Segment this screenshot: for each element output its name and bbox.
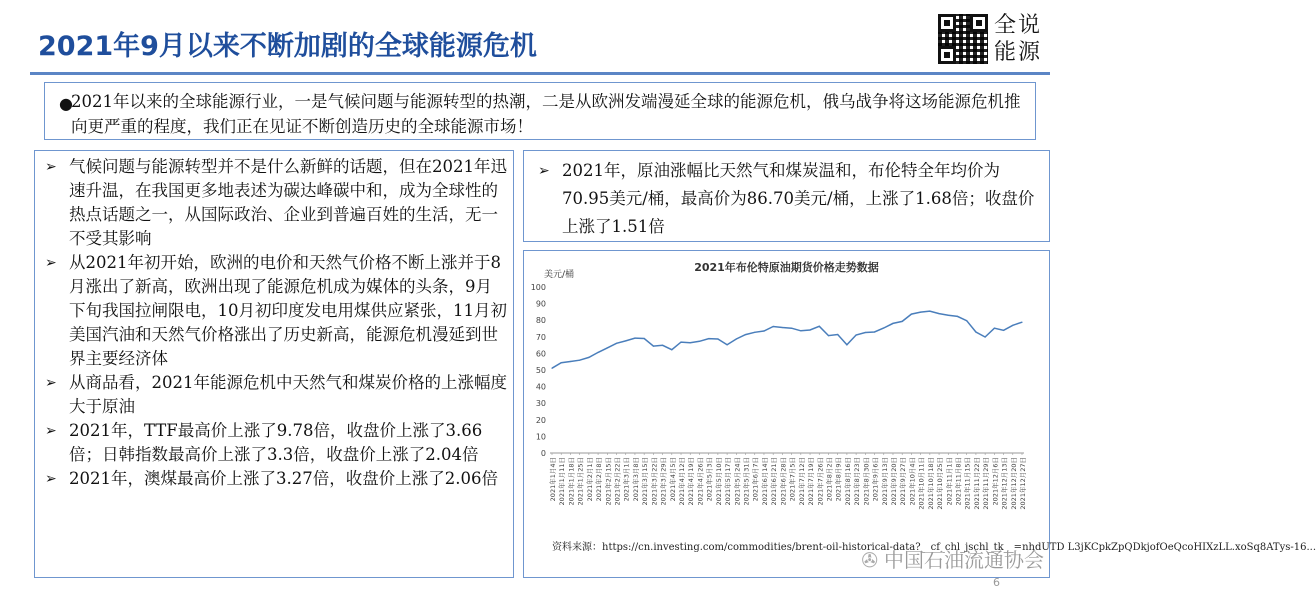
data-point [671,349,672,350]
bullet-text: 气候问题与能源转型并不是什么新鲜的话题，但在2021年迅速升温，在我国更多地表述为碳达峰碳中和，成为全球性的热点话题之一，从国际政治、企业到普遍百姓的生活，无一不受其影响 [69,157,507,248]
data-point [727,344,728,345]
watermark [861,544,1044,573]
x-tick-label: 2021年11月15日 [963,457,972,510]
x-tick-label: 2021年10月18日 [926,457,935,510]
x-tick-label: 2021年3月29日 [659,457,668,506]
data-point [699,341,700,342]
data-point [856,334,857,335]
chart-title: 2021年布伦特原油期货价格走势数据 [694,261,879,274]
x-tick-label: 2021年8月30日 [862,457,871,506]
y-axis-unit: 美元/桶 [544,270,575,280]
intro-box [44,82,1036,140]
bullet-text: 从商品看，2021年能源危机中天然气和煤炭价格的上涨幅度大于原油 [69,373,507,416]
y-tick-label: 0 [540,449,546,458]
data-point [994,328,995,329]
x-tick-label: 2021年4月5日 [668,457,677,502]
y-tick-label: 10 [535,432,546,442]
x-tick-label: 2021年12月13日 [1000,456,1009,510]
x-tick-label: 2021年9月6日 [871,457,880,502]
data-point [680,342,681,343]
bullet-text: 从2021年初开始，欧洲的电价和天然气价格不断上涨并于8月涨出了新高，欧洲出现了能源危机成为媒体的头条，9月下旬我国拉闸限电，10月初印度发电用煤供应紧张，11月初美国汽油和天然气价格涨出了历史新高，能源危机漫延到世界主要经济体 [69,253,507,368]
data-point [902,321,903,322]
data-point [690,342,691,343]
data-point [570,361,571,362]
data-point [800,330,801,331]
data-point [985,336,986,337]
x-tick-label: 2021年12月20日 [1009,457,1018,510]
data-point [653,346,654,347]
data-point [598,352,599,353]
x-tick-label: 2021年3月15日 [641,457,650,506]
data-point [892,323,893,324]
x-tick-label: 2021年6月7日 [751,457,760,502]
arrow-bullet-icon: ➢ [45,375,57,391]
arrow-bullet-icon: ➢ [45,423,57,439]
x-tick-label: 2021年4月26日 [696,457,705,506]
data-point [588,357,589,358]
x-tick-label: 2021年2月8日 [595,457,604,502]
data-point [939,313,940,314]
brent-price-chart [523,250,1316,578]
data-point [1003,330,1004,331]
x-tick-label: 2021年2月15日 [604,457,613,506]
data-point [763,330,764,331]
data-point [551,368,552,369]
x-tick-label: 2021年9月13日 [880,457,889,506]
x-tick-label: 2021年12月27日 [1019,457,1027,510]
y-tick-label: 90 [535,299,546,309]
data-point [865,332,866,333]
x-tick-label: 2021年10月11日 [917,457,926,510]
data-point [754,332,755,333]
data-point [966,320,967,321]
x-tick-label: 2021年10月25日 [936,457,945,510]
left-bullet-box [34,150,514,578]
arrow-bullet-icon: ➢ [45,255,57,271]
data-point [883,327,884,328]
x-tick-label: 2021年1月4日 [549,457,557,502]
data-point [561,362,562,363]
x-tick-label: 2021年2月1日 [585,457,594,502]
list-item [45,155,507,251]
x-tick-label: 2021年3月22日 [650,457,659,506]
data-point [662,345,663,346]
data-point [607,347,608,348]
data-point [809,329,810,330]
data-point [616,343,617,344]
x-tick-label: 2021年5月10日 [714,457,723,506]
y-tick-label: 20 [535,415,546,425]
data-point [874,331,875,332]
data-point [579,360,580,361]
x-tick-label: 2021年11月22日 [972,457,981,510]
x-tick-label: 2021年6月21日 [770,457,779,506]
data-point [773,326,774,327]
list-item [45,371,507,419]
arrow-bullet-icon: ➢ [538,163,550,179]
y-tick-label: 50 [535,366,546,375]
data-point [708,338,709,339]
data-point [837,334,838,335]
x-tick-label: 2021年11月1日 [945,457,954,506]
x-tick-label: 2021年3月1日 [622,457,631,502]
intro-text: 2021年以来的全球能源行业，一是气候问题与能源转型的热潮，二是从欧洲发端漫延全球的能源危机，俄乌战争将这场能源危机推向更严重的程度，我们正在见证不断创造历史的全球能源市场！ [71,92,1021,136]
data-point [1021,322,1022,323]
data-point [911,314,912,315]
x-tick-label: 2021年5月17日 [724,457,733,506]
list-item [45,251,507,371]
data-point [717,338,718,339]
data-point [948,315,949,316]
x-tick-label: 2021年5月24日 [733,457,742,506]
bullet-text: 2021年，TTF最高价上涨了9.78倍，收盘价上涨了3.66倍；日韩指数最高价上涨了3.3倍，收盘价上涨了2.04倍 [69,421,483,464]
y-tick-label: 100 [530,283,546,292]
x-tick-label: 2021年7月5日 [788,457,797,502]
data-point [846,344,847,345]
x-tick-label: 2021年9月27日 [899,457,908,506]
x-tick-label: 2021年1月18日 [567,457,576,506]
page-number: 6 [993,576,1000,589]
list-item [538,157,1039,241]
arrow-bullet-icon: ➢ [45,159,57,175]
page-title: 2021年9月以来不断加剧的全球能源危机 [38,31,537,62]
data-point [920,312,921,313]
x-tick-label: 2021年6月28日 [779,457,788,506]
x-tick-label: 2021年8月2日 [825,457,834,502]
list-item [45,419,507,467]
x-tick-label: 2021年11月29日 [982,457,991,510]
x-tick-label: 2021年1月11日 [558,457,567,506]
x-tick-label: 2021年4月19日 [687,457,696,506]
chart-plot [524,251,1048,541]
y-tick-label: 40 [535,382,546,392]
data-point [736,338,737,339]
data-point [791,328,792,329]
y-tick-label: 30 [535,399,546,409]
data-point [625,340,626,341]
data-point [644,338,645,339]
x-tick-label: 2021年6月14日 [760,457,769,506]
chart-source: 资料来源：https://cn.investing.com/commodities/brent-oil-historical-data?__cf_chl_jschl_tk__=nhdUTD L3jKCpkZpQDkjofOeQcoHIXzLL.xoSq8ATys-16... [552,542,1316,553]
brent-summary-box [523,150,1050,242]
y-tick-label: 60 [535,349,546,359]
data-point [634,338,635,339]
bullet-text: 2021年，原油涨幅比天然气和煤炭温和，布伦特全年均价为70.95美元/桶，最高价为86.70美元/桶，上涨了1.68倍；收盘价上涨了1.51倍 [562,161,1035,236]
logo-text: 全说能源 [994,13,1043,65]
x-tick-label: 2021年5月3日 [705,457,714,502]
x-tick-label: 2021年8月23日 [853,457,862,506]
x-tick-label: 2021年8月16日 [843,457,852,506]
data-point [929,311,930,312]
data-point [782,327,783,328]
x-tick-label: 2021年3月8日 [631,457,640,502]
bullet-text: 2021年，澳煤最高价上涨了3.27倍，收盘价上涨了2.06倍 [69,469,498,488]
x-tick-label: 2021年7月26日 [816,457,825,506]
data-point [975,331,976,332]
wechat-icon: ✇ [861,548,878,572]
x-tick-label: 2021年11月8日 [954,457,963,506]
x-tick-label: 2021年7月12日 [797,457,806,506]
series-line [552,311,1022,368]
y-tick-label: 70 [535,332,546,342]
y-tick-label: 80 [535,316,546,326]
x-tick-label: 2021年2月22日 [613,457,622,506]
data-point [819,326,820,327]
x-tick-label: 2021年4月12日 [678,457,687,506]
data-point [1012,325,1013,326]
x-tick-label: 2021年10月4日 [908,457,917,506]
x-tick-label: 2021年12月6日 [991,456,1000,506]
x-tick-label: 2021年7月19日 [807,457,816,506]
x-tick-label: 2021年8月9日 [834,457,843,502]
title-divider [30,72,1050,75]
brand-logo [938,14,1050,68]
data-point [957,316,958,317]
list-item [45,467,507,491]
bullet-dot-icon: ● [59,94,73,113]
x-tick-label: 2021年5月31日 [742,457,751,506]
data-point [828,335,829,336]
watermark-text: 中国石油流通协会 [884,548,1044,572]
arrow-bullet-icon: ➢ [45,471,57,487]
data-point [745,334,746,335]
qr-code-icon [938,14,988,64]
x-tick-label: 2021年1月25日 [576,457,585,506]
x-tick-label: 2021年9月20日 [889,457,898,506]
